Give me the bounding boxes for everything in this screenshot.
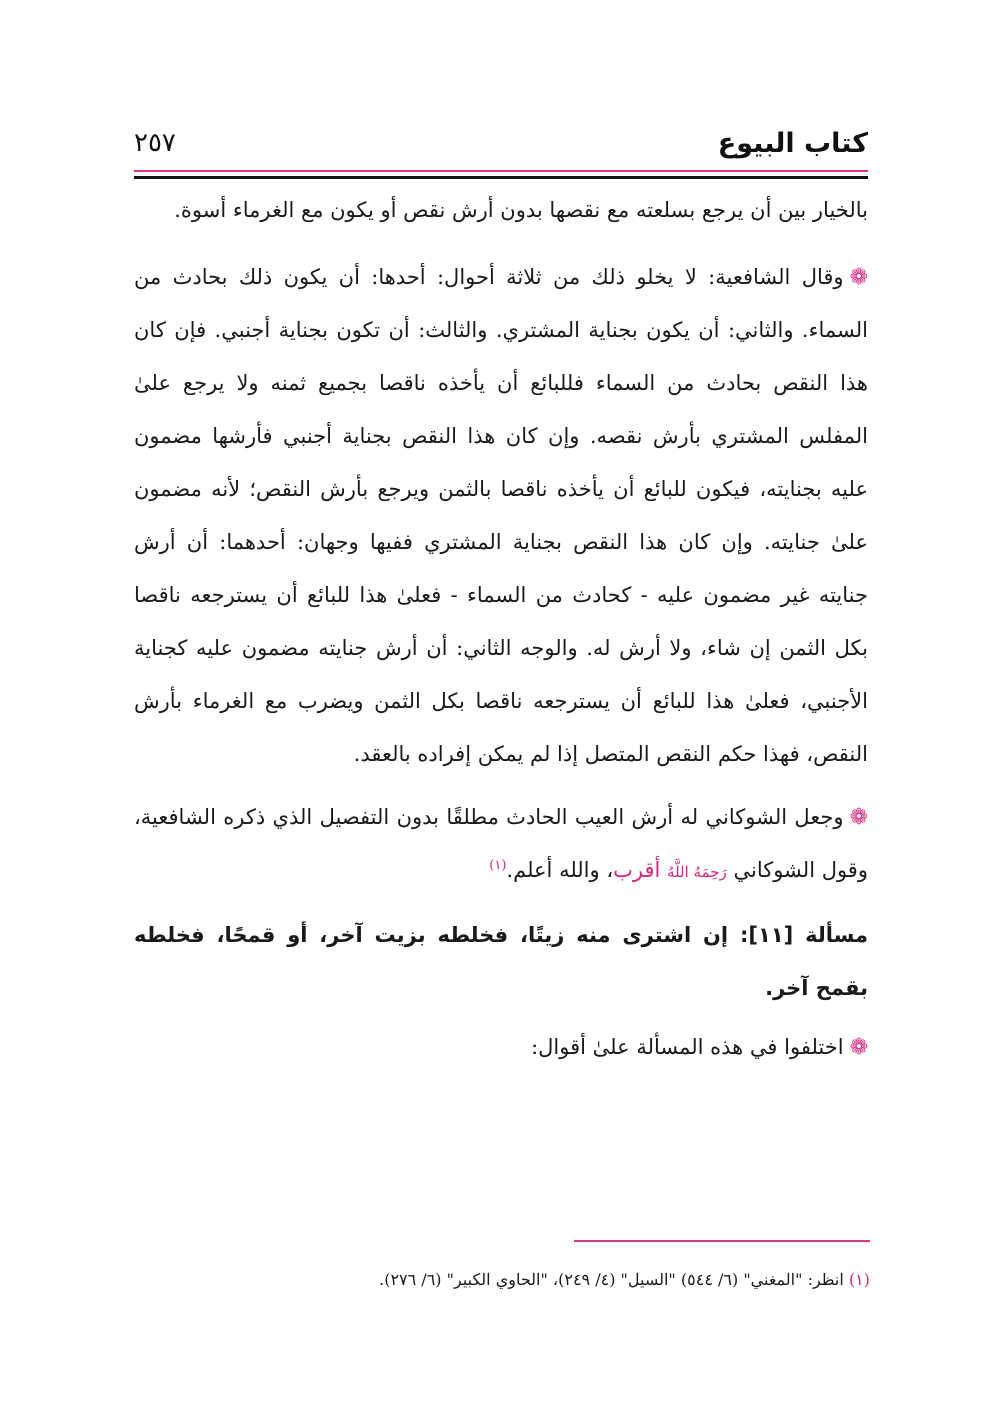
shawkani-text-start: وجعل الشوكاني له أرش العيب الحادث مطلقًا بدون التفصيل الذي ذكره الشافعية، وقول الشوكاني xyxy=(134,805,868,882)
flower-icon: ❁ xyxy=(849,805,868,830)
intro-paragraph: بالخيار بين أن يرجع بسلعته مع نقصها بدون أرش نقص أو يكون مع الغرماء أسوة. xyxy=(174,198,868,222)
issue-text: إن اشترى منه زيتًا، فخلطه بزيت آخر، أو قمحًا، فخلطه بقمح آخر. xyxy=(134,923,868,1000)
page-number: ٢٥٧ xyxy=(134,128,176,158)
page-header xyxy=(134,122,868,170)
header-rule-black xyxy=(134,176,868,179)
footnote-reference[interactable]: (١) xyxy=(489,858,507,873)
footnote xyxy=(136,1266,870,1294)
footnote-rule xyxy=(574,1240,870,1242)
flower-icon: ❁ xyxy=(849,1035,868,1060)
header-rule-pink xyxy=(134,170,868,172)
footnote-number: (١) xyxy=(848,1270,870,1289)
shafii-paragraph xyxy=(134,251,868,781)
aqrab-text: أقرب xyxy=(613,858,661,882)
shawkani-paragraph xyxy=(134,791,868,899)
footnote-text: انظر: "المغني" (٦/ ٥٤٤) "السيل" (٤/ ٢٤٩)، "الحاوي الكبير" (٦/ ٢٧٦). xyxy=(379,1270,844,1289)
main-text xyxy=(134,184,868,1084)
honorific-text: رَحِمَهُ اللَّهُ xyxy=(667,863,727,881)
shawkani-text-end: ، والله أعلم. xyxy=(506,858,614,882)
shafii-text: وقال الشافعية: لا يخلو ذلك من ثلاثة أحوال: أحدها: أن يكون ذلك بحادث من السماء. والثاني: أن يكون بجناية المشتري. والثالث: أن تكون بجناية أجنبي. فإن كان هذا النقص بحادث من السماء فللبائع أن يأخذه ناقصا بجميع ثمنه ولا يرجع علىٰ المفلس المشتري بأرش نقصه. وإن كان هذا النقص بجناية أجنبي فأرشها مضمون عليه بجنايته، فيكون للبائع أن يأخذه ناقصا بالثمن ويرجع بأرش النقص؛ لأنه مضمون علىٰ جنايته. وإن كان هذا النقص بجناية المشتري ففيها وجهان: أحدهما: أن أرش جنايته غير مضمون عليه - كحادث من السماء - فعلىٰ هذا للبائع أن يسترجعه ناقصا بكل الثمن إن شاء، ولا أرش له. والوجه الثاني: أن أرش جنايته مضمون عليه كجناية الأجنبي، فعلىٰ هذا للبائع أن يسترجعه ناقصا بكل الثمن ويضرب مع الغرماء بأرش النقص، فهذا حكم النقص المتصل إذا لم يمكن إفراده بالعقد. xyxy=(134,265,868,766)
differ-text: اختلفوا في هذه المسألة علىٰ أقوال: xyxy=(531,1035,844,1059)
flower-icon: ❁ xyxy=(849,265,868,290)
chapter-title: كتاب البيوع xyxy=(717,128,868,159)
issue-heading xyxy=(134,909,868,1015)
differ-paragraph xyxy=(134,1021,868,1074)
issue-label: مسألة [١١]: xyxy=(740,923,868,947)
